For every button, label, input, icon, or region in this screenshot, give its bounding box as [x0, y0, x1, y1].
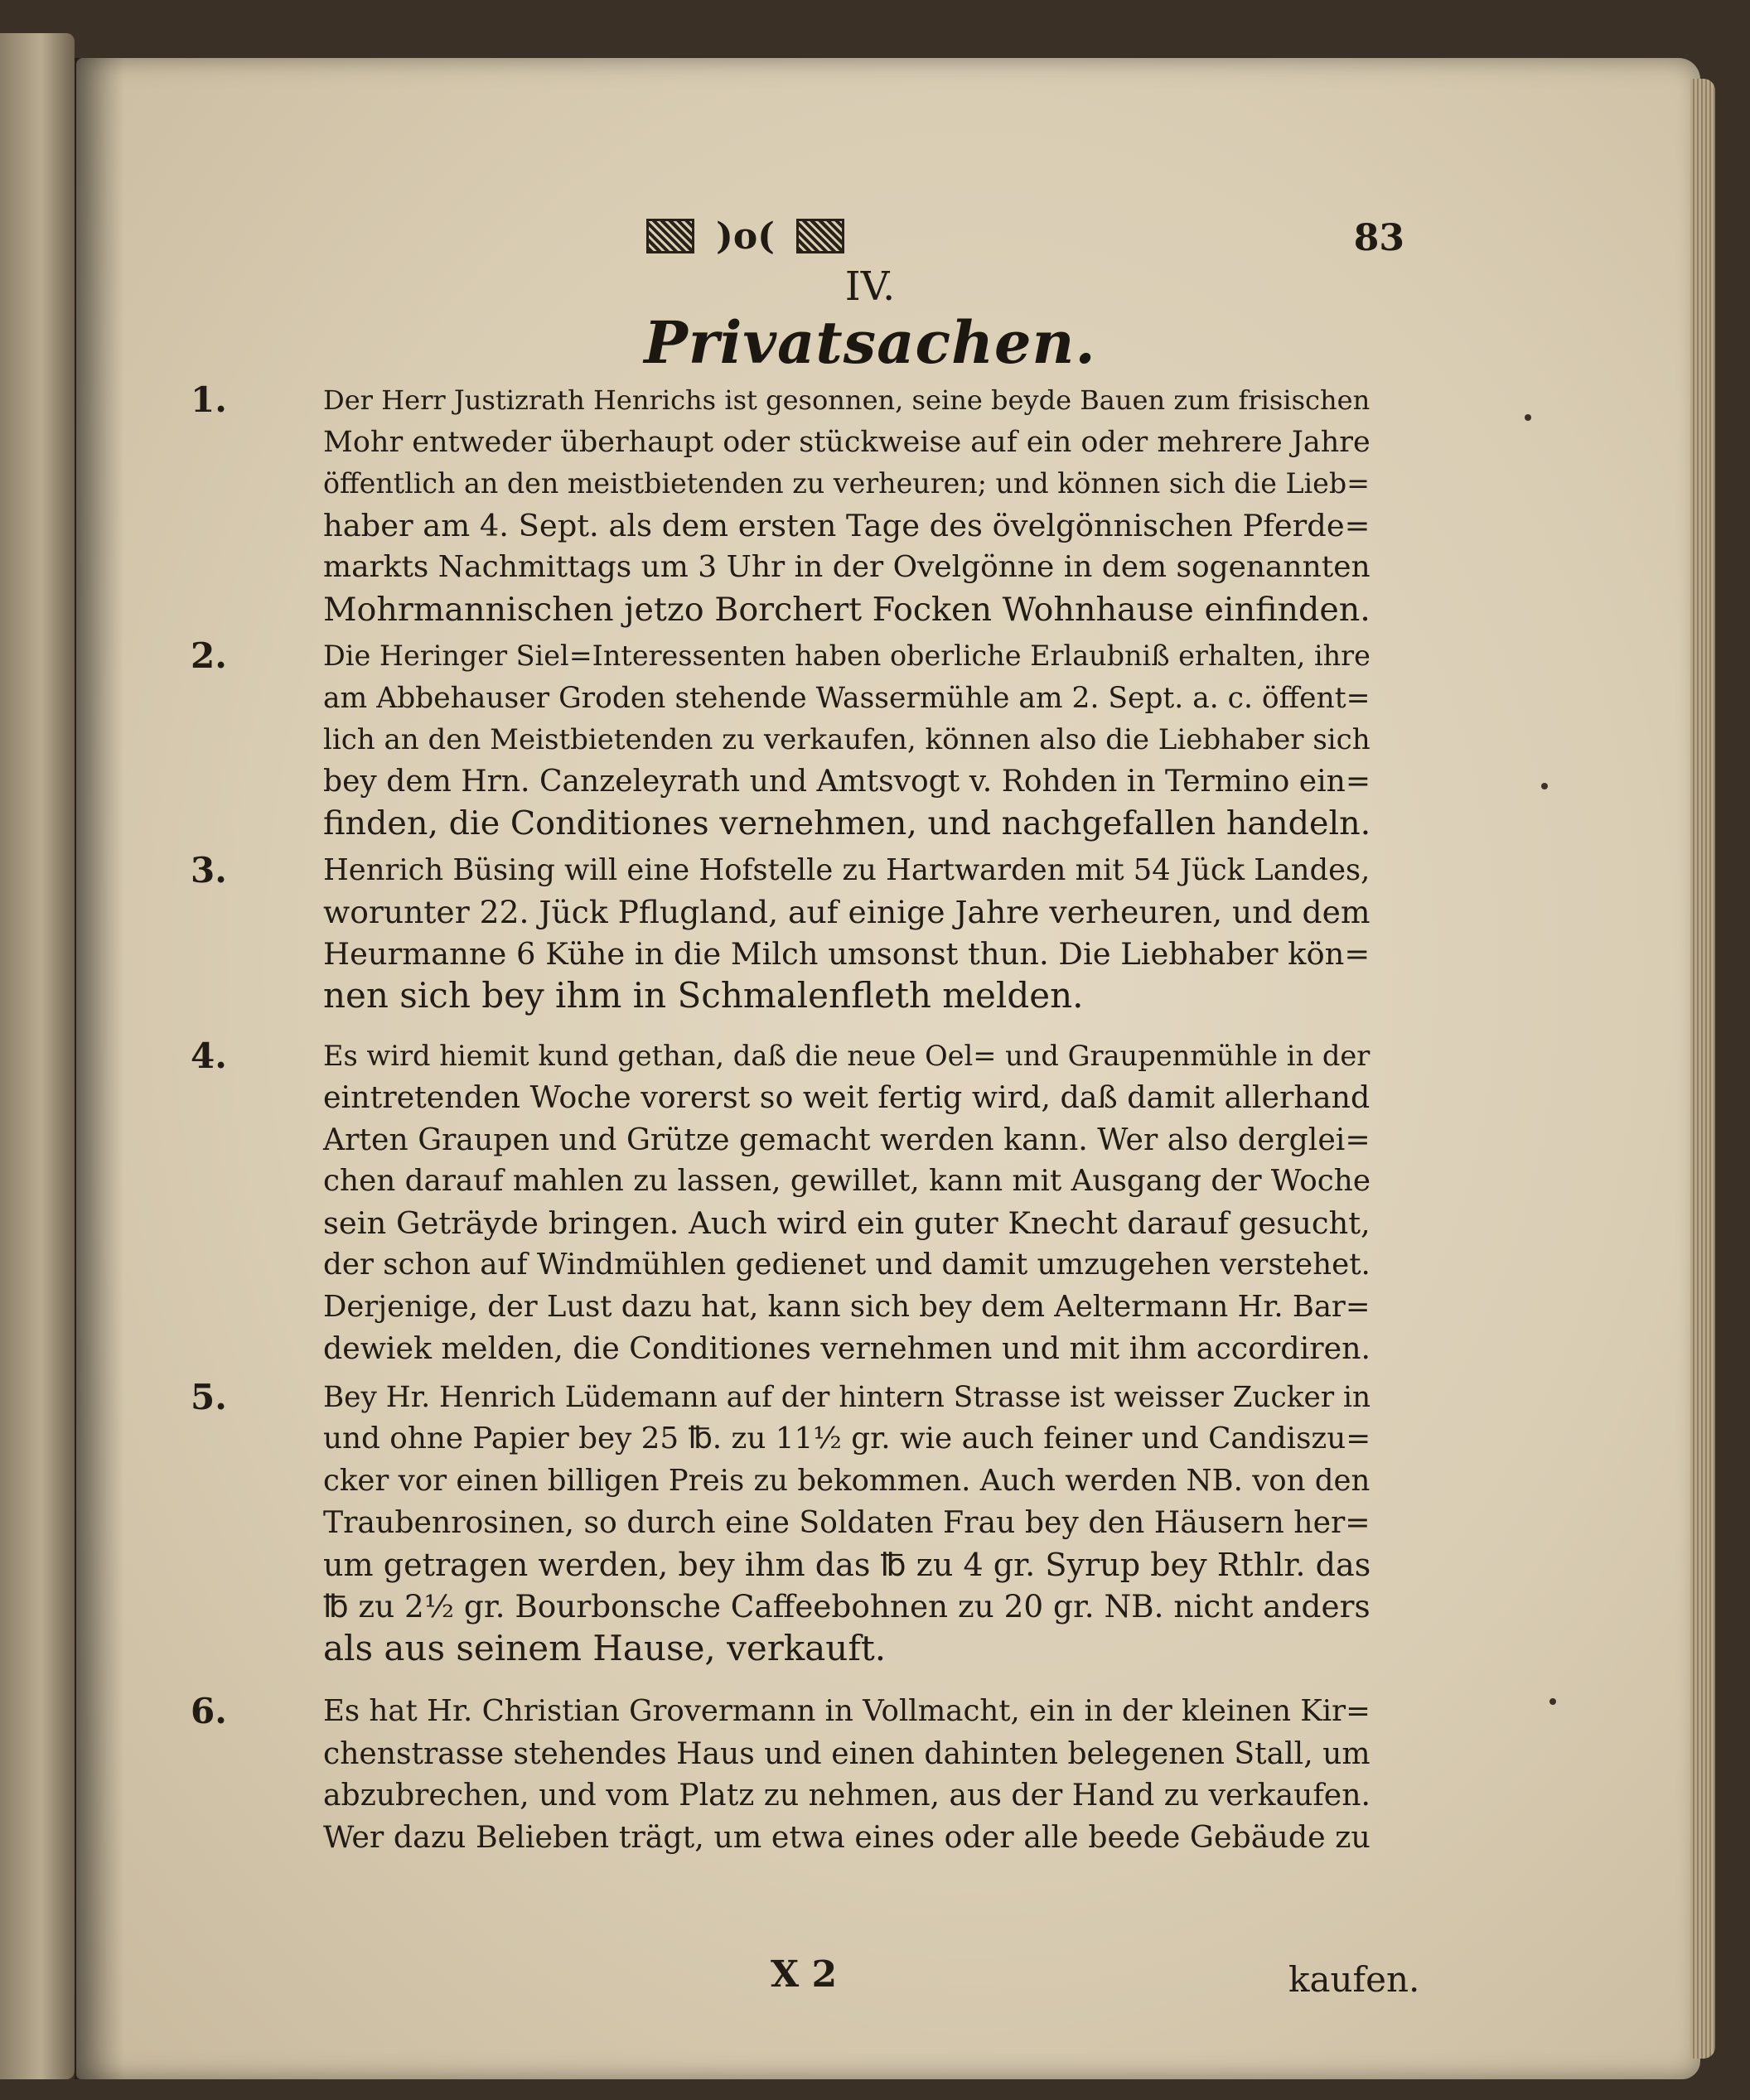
- entry-line: Henrich Büsing will eine Hofstelle zu Hartwarden mit 54 Jück Landes,: [323, 852, 1371, 887]
- section-number: IV.: [844, 263, 896, 310]
- entry-number: 6.: [191, 1691, 227, 1731]
- entry-number: 2.: [191, 635, 227, 676]
- notice-entry: [191, 1377, 1392, 1670]
- catchword: kaufen.: [1288, 1959, 1420, 2000]
- entry-number: 1.: [191, 379, 227, 420]
- section-title: Privatsachen.: [644, 308, 1096, 377]
- entry-line: haber am 4. Sept. als dem ersten Tage des övelgönnischen Pferde=: [323, 507, 1371, 543]
- entry-line: der schon auf Windmühlen gedienet und damit umzugehen verstehet.: [323, 1248, 1371, 1282]
- entry-line: Derjenige, der Lust dazu hat, kann sich bey dem Aeltermann Hr. Bar=: [323, 1289, 1371, 1324]
- paper-speck: [1549, 1698, 1556, 1705]
- entry-line: abzubrechen, und vom Platz zu nehmen, aus der Hand zu verkaufen.: [323, 1777, 1371, 1813]
- entry-line: dewiek melden, die Conditiones vernehmen und mit ihm accordiren.: [323, 1330, 1371, 1366]
- entry-line: als aus seinem Hause, verkauft.: [323, 1627, 887, 1668]
- entry-line: nen sich bey ihm in Schmalenfleth melden.: [323, 975, 1084, 1016]
- entry-line: chen darauf mahlen zu lassen, gewillet, kann mit Ausgang der Woche: [323, 1164, 1371, 1198]
- entry-line: Heurmanne 6 Kühe in die Milch umsonst thun. Die Liebhaber kön=: [323, 935, 1371, 972]
- entry-line: Die Heringer Siel=Interessenten haben oberliche Erlaubniß erhalten, ihre: [323, 640, 1371, 672]
- entry-line: markts Nachmittags um 3 Uhr in der Ovelgönne in dem sogenannten: [323, 550, 1371, 584]
- entry-line: chenstrasse stehendes Haus und einen dahinten belegenen Stall, um: [323, 1736, 1371, 1771]
- entry-number: 4.: [191, 1035, 227, 1076]
- entry-line: Mohr entweder überhaupt oder stückweise auf ein oder mehrere Jahre: [323, 425, 1371, 459]
- page-number: 83: [1353, 217, 1404, 259]
- entry-number: 5.: [191, 1376, 227, 1417]
- paper-speck: [1525, 414, 1531, 421]
- entry-line: finden, die Conditiones vernehmen, und nachgefallen handeln.: [323, 804, 1371, 842]
- entry-number: 3.: [191, 849, 227, 891]
- entry-line: sein Geträyde bringen. Auch wird ein guter Knecht darauf gesucht,: [323, 1204, 1371, 1241]
- entry-line: Es wird hiemit kund gethan, daß die neue Oel= und Graupenmühle in der: [323, 1039, 1371, 1072]
- entry-line: bey dem Hrn. Canzeleyrath und Amtsvogt v. Rohden in Termino ein=: [323, 764, 1371, 799]
- page-stack-edge: [1690, 79, 1715, 2059]
- entry-line: Es hat Hr. Christian Grovermann in Vollmacht, ein in der kleinen Kir=: [323, 1694, 1371, 1728]
- entry-line: Wer dazu Belieben trägt, um etwa eines oder alle beede Gebäude zu: [323, 1818, 1371, 1855]
- entry-line: worunter 22. Jück Pflugland, auf einige Jahre verheuren, und dem: [323, 894, 1371, 930]
- header-ornament-text: )o(: [716, 215, 775, 258]
- notice-entry: [191, 850, 1392, 1017]
- entry-line: und ohne Papier bey 25 ℔. zu 11½ gr. wie auch feiner und Candiszu=: [323, 1422, 1371, 1456]
- book-gutter-shadow: [75, 58, 124, 2079]
- notice-list: [191, 379, 1392, 1858]
- notice-entry: [191, 1691, 1392, 1858]
- entry-line: um getragen werden, bey ihm das ℔ zu 4 gr. Syrup bey Rthlr. das: [323, 1546, 1371, 1583]
- entry-line: Arten Graupen und Grütze gemacht werden kann. Wer also derglei=: [323, 1121, 1371, 1157]
- ornament-right-icon: [796, 219, 844, 253]
- notice-entry: [191, 635, 1392, 845]
- entry-line: cker vor einen billigen Preis zu bekommen. Auch werden NB. von den: [323, 1463, 1371, 1498]
- entry-line: ℔ zu 2½ gr. Bourbonsche Caffeebohnen zu 20 gr. NB. nicht anders: [323, 1588, 1371, 1624]
- notice-entry: [191, 1036, 1392, 1370]
- paper-speck: [1541, 783, 1548, 789]
- entry-line: Mohrmannischen jetzo Borchert Focken Wohnhause einfinden.: [323, 590, 1371, 629]
- running-header: [646, 211, 994, 261]
- entry-line: öffentlich an den meistbietenden zu verheuren; und können sich die Lieb=: [323, 467, 1371, 500]
- entry-line: am Abbehauser Groden stehende Wassermühle am 2. Sept. a. c. öffent=: [323, 681, 1371, 715]
- entry-line: eintretenden Woche vorerst so weit fertig wird, daß damit allerhand: [323, 1079, 1371, 1115]
- notice-entry: [191, 379, 1392, 630]
- signature-mark: X 2: [771, 1953, 838, 1996]
- entry-line: Der Herr Justizrath Henrichs ist gesonnen, seine beyde Bauen zum frisischen: [323, 384, 1371, 416]
- facing-page-edge: [0, 33, 75, 2079]
- entry-line: lich an den Meistbietenden zu verkaufen, können also die Liebhaber sich: [323, 723, 1371, 756]
- ornament-left-icon: [646, 219, 694, 253]
- entry-line: Traubenrosinen, so durch eine Soldaten Frau bey den Häusern her=: [323, 1504, 1371, 1540]
- entry-line: Bey Hr. Henrich Lüdemann auf der hintern Strasse ist weisser Zucker in: [323, 1380, 1371, 1414]
